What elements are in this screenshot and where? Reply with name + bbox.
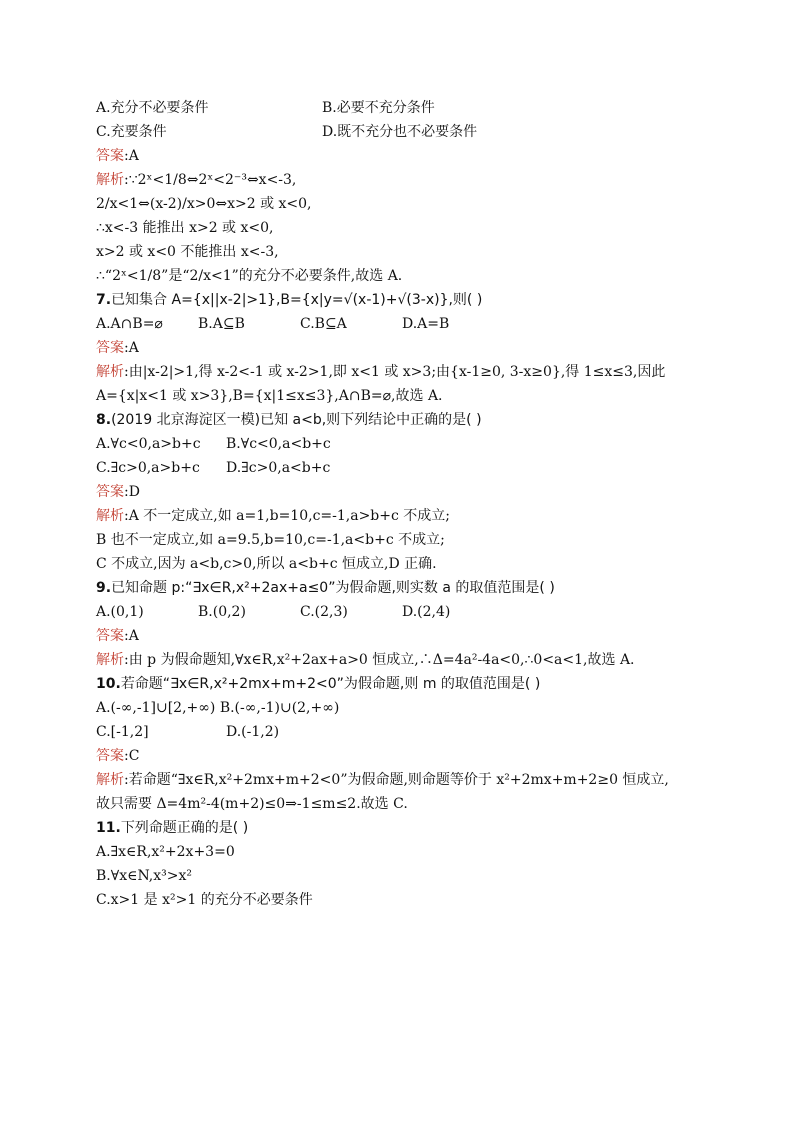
option-a: C.充要条件	[96, 124, 167, 140]
option-b: D.(-1,2)	[226, 724, 280, 740]
analysis-label: 解析	[96, 508, 124, 524]
option-b: D.既不充分也不必要条件	[322, 124, 478, 140]
text-line	[96, 528, 706, 552]
option-c: C.B⊆A	[300, 316, 347, 332]
option-b: B.∀c<0,a<b+c	[226, 436, 331, 452]
analysis-label: 解析	[96, 772, 124, 788]
text-line	[96, 864, 706, 888]
option-row	[96, 600, 706, 624]
line-text: :若命题“∃x∈R,x²+2mx+m+2<0”为假命题,则命题等价于 x²+2mx+m+2≥0 恒成立,	[124, 772, 669, 788]
question-text: 若命题“∃x∈R,x²+2mx+m+2<0”为假命题,则 m 的取值范围是( )	[120, 676, 541, 692]
line-text: ∴x<-3 能推出 x>2 或 x<0,	[96, 220, 274, 236]
question-stem	[96, 576, 706, 600]
line-text: A.∃x∈R,x²+2x+3=0	[96, 844, 235, 860]
answer-line	[96, 144, 706, 168]
option-b: B.必要不充分条件	[322, 100, 435, 116]
option-d: D.(2,4)	[402, 604, 451, 620]
text-line	[96, 192, 706, 216]
question-text: 已知命题 p:“∃x∈R,x²+2ax+a≤0”为假命题,则实数 a 的取值范围是( )	[111, 580, 555, 596]
text-line	[96, 792, 706, 816]
line-text: :A	[124, 148, 139, 164]
analysis-line	[96, 504, 706, 528]
analysis-line	[96, 648, 706, 672]
analysis-line	[96, 768, 706, 792]
option-row	[96, 720, 706, 744]
question-stem	[96, 408, 706, 432]
option-a: C.∃c>0,a>b+c	[96, 460, 200, 476]
answer-label: 答案	[96, 340, 124, 356]
text-line	[96, 216, 706, 240]
answer-line	[96, 480, 706, 504]
question-number: 9.	[96, 580, 112, 596]
text-line	[96, 264, 706, 288]
analysis-label: 解析	[96, 172, 124, 188]
answer-label: 答案	[96, 628, 124, 644]
line-text: :D	[124, 484, 140, 500]
question-number: 8.	[96, 412, 112, 428]
question-text: 已知集合 A={x||x-2|>1},B={x|y=√(x-1)+√(3-x)},则( )	[111, 292, 483, 308]
answer-line	[96, 744, 706, 768]
question-stem	[96, 288, 706, 312]
option-row	[96, 96, 706, 120]
question-number: 11.	[96, 820, 121, 836]
option-a: A.A∩B=⌀	[96, 316, 163, 332]
option-a: A.(0,1)	[96, 604, 144, 620]
line-text: x>2 或 x<0 不能推出 x<-3,	[96, 244, 279, 260]
line-text: C.x>1 是 x²>1 的充分不必要条件	[96, 892, 313, 908]
analysis-line	[96, 168, 706, 192]
line-text: :∵2ˣ<1/8⇔2ˣ<2⁻³⇔x<-3,	[124, 172, 297, 188]
text-line	[96, 552, 706, 576]
line-text: 2/x<1⇔(x-2)/x>0⇔x>2 或 x<0,	[96, 196, 312, 212]
line-text: :由|x-2|>1,得 x-2<-1 或 x-2>1,即 x<1 或 x>3;由{x-1≥0, 3-x≥0},得 1≤x≤3,因此	[124, 364, 666, 380]
question-stem	[96, 672, 706, 696]
answer-label: 答案	[96, 748, 124, 764]
analysis-line	[96, 360, 706, 384]
question-number: 10.	[96, 676, 121, 692]
answer-label: 答案	[96, 484, 124, 500]
answer-line	[96, 336, 706, 360]
text-line	[96, 240, 706, 264]
text-line	[96, 888, 706, 912]
question-text: (2019 北京海淀区一模)已知 a<b,则下列结论中正确的是( )	[111, 412, 482, 428]
answer-line	[96, 624, 706, 648]
line-text: :A	[124, 340, 139, 356]
line-text: :A 不一定成立,如 a=1,b=10,c=-1,a>b+c 不成立;	[124, 508, 451, 524]
option-b: B.A⊆B	[198, 316, 245, 332]
answer-label: 答案	[96, 148, 124, 164]
question-stem	[96, 816, 706, 840]
option-row	[96, 120, 706, 144]
option-a: A.充分不必要条件	[96, 100, 209, 116]
line-text: :C	[124, 748, 140, 764]
option-b: B.(0,2)	[198, 604, 246, 620]
question-number: 7.	[96, 292, 112, 308]
option-c: C.(2,3)	[300, 604, 348, 620]
text-line	[96, 840, 706, 864]
analysis-label: 解析	[96, 364, 124, 380]
text-line	[96, 696, 706, 720]
line-text: A={x|x<1 或 x>3},B={x|1≤x≤3},A∩B=⌀,故选 A.	[96, 388, 443, 404]
option-row	[96, 312, 706, 336]
option-a: A.∀c<0,a>b+c	[96, 436, 201, 452]
line-text: C 不成立,因为 a<b,c>0,所以 a<b+c 恒成立,D 正确.	[96, 556, 437, 572]
analysis-label: 解析	[96, 652, 124, 668]
line-text: A.(-∞,-1]∪[2,+∞) B.(-∞,-1)∪(2,+∞)	[96, 700, 340, 716]
option-row	[96, 432, 706, 456]
option-b: D.∃c>0,a<b+c	[226, 460, 331, 476]
question-text: 下列命题正确的是( )	[120, 820, 249, 836]
document-page	[96, 96, 706, 912]
line-text: ∴“2ˣ<1/8”是“2/x<1”的充分不必要条件,故选 A.	[96, 268, 403, 284]
line-text: :A	[124, 628, 139, 644]
line-text: B.∀x∈N,x³>x²	[96, 868, 192, 884]
option-a: C.[-1,2]	[96, 724, 149, 740]
line-text: B 也不一定成立,如 a=9.5,b=10,c=-1,a<b+c 不成立;	[96, 532, 445, 548]
option-d: D.A=B	[402, 316, 450, 332]
line-text: :由 p 为假命题知,∀x∈R,x²+2ax+a>0 恒成立,∴Δ=4a²-4a<0,∴0<a<1,故选 A.	[124, 652, 635, 668]
option-row	[96, 456, 706, 480]
line-text: 故只需要 Δ=4m²-4(m+2)≤0⇒-1≤m≤2.故选 C.	[96, 796, 408, 812]
text-line	[96, 384, 706, 408]
